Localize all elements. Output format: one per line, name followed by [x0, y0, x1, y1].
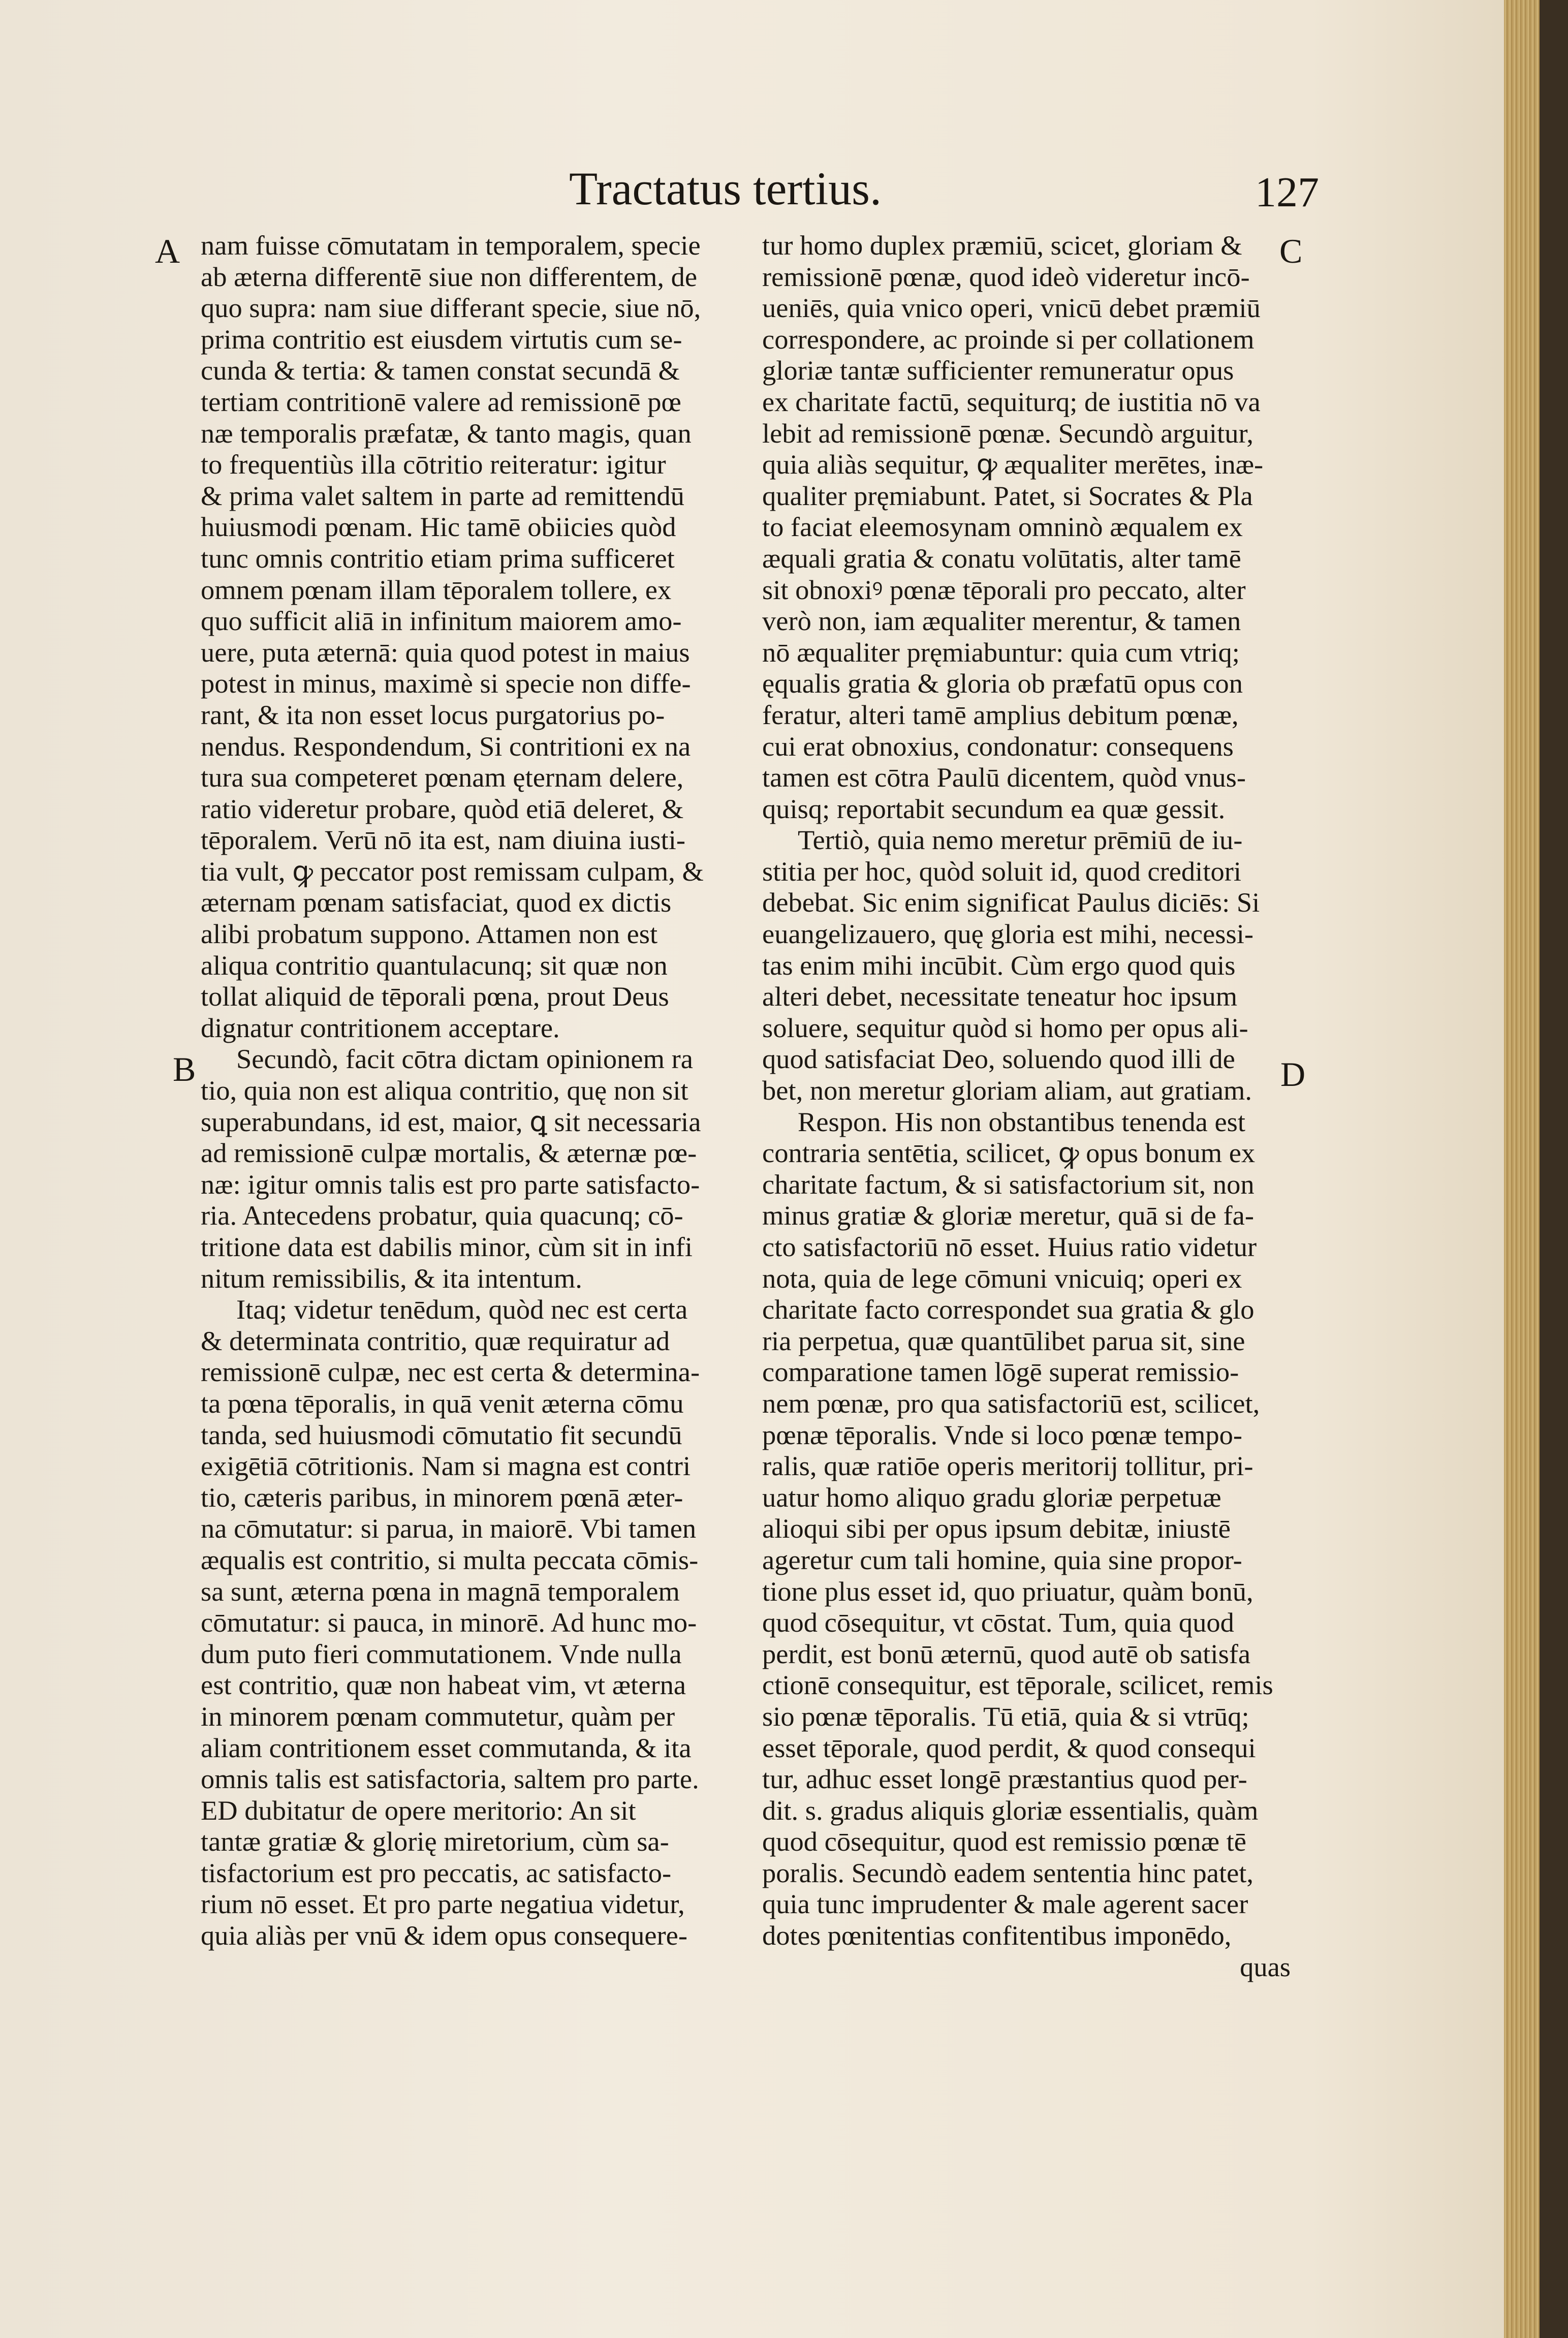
text-line: dotes pœnitentias confitentibus imponēdo, — [762, 1920, 1232, 1951]
text-line: tione plus esset id, quo priuatur, quàm bonū, — [762, 1575, 1253, 1607]
text-line: qualiter pręmiabunt. Patet, si Socrates & Pla — [762, 480, 1253, 511]
text-line: omnem pœnam illam tēporalem tollere, ex — [201, 574, 672, 605]
text-line: quas — [1240, 1951, 1291, 1982]
text-line: & determinata contritio, quæ requiratur ad — [201, 1325, 670, 1356]
text-line: cōmutatur: si pauca, in minorē. Ad hunc mo- — [201, 1607, 697, 1638]
text-line: contraria sentētia, scilicet, ꝙ opus bonum ex — [762, 1137, 1256, 1169]
text-line: tisfactorium est pro peccatis, ac satisfacto- — [201, 1857, 672, 1888]
text-line: charitate factum, & si satisfactorium sit, non — [762, 1168, 1255, 1200]
text-line: næ: igitur omnis talis est pro parte satisfacto- — [201, 1168, 700, 1200]
text-line: soluere, sequitur quòd si homo per opus ali- — [762, 1012, 1248, 1043]
text-line: uatur homo aliquo gradu gloriæ perpetuæ — [762, 1481, 1221, 1513]
text-line: in minorem pœnam commutetur, quàm per — [201, 1700, 675, 1732]
page-fore-edge — [1504, 0, 1540, 2338]
text-line: aliqua contritio quantulacunq; sit quæ non — [201, 949, 668, 981]
text-line: feratur, alteri tamē amplius debitum pœnæ, — [762, 699, 1239, 730]
folio-number: 127 — [1255, 169, 1319, 216]
text-line: quia aliàs sequitur, ꝙ æqualiter merētes, inæ- — [762, 449, 1264, 480]
text-line: ęqualis gratia & gloria ob præfatū opus con — [762, 668, 1243, 699]
text-line: huiusmodi pœnam. Hic tamē obiicies quòd — [201, 511, 676, 543]
text-line: tio, quia non est aliqua contritio, quę non sit — [201, 1075, 688, 1106]
text-line: comparatione tamen lōgē superat remissio- — [762, 1356, 1239, 1388]
running-title: Tractatus tertius. — [569, 163, 882, 214]
text-line: tura sua competeret pœnam ęternam delere, — [201, 762, 684, 793]
text-line: poralis. Secundò eadem sententia hinc patet, — [762, 1857, 1254, 1888]
text-line: æquali gratia & conatu volūtatis, alter tamē — [762, 542, 1241, 574]
text-line: ratio videretur probare, quòd etiā deleret, & — [201, 793, 684, 824]
text-line: perdit, est bonū æternū, quod autē ob satisfa — [762, 1638, 1251, 1669]
text-line: quo sufficit aliā in infinitum maiorem amo- — [201, 605, 682, 637]
text-line: ab æterna differentē siue non differentem, de — [201, 261, 698, 292]
text-line: ageretur cum tali homine, quia sine propor- — [762, 1544, 1242, 1575]
text-line: rium nō esset. Et pro parte negatiua videtur, — [201, 1888, 685, 1920]
text-line: cunda & tertia: & tamen constat secundā & — [201, 355, 680, 386]
text-line: quia aliàs per vnū & idem opus consequere- — [201, 1920, 688, 1951]
text-line: dum puto fieri commutationem. Vnde nulla — [201, 1638, 682, 1669]
text-line: verò non, iam æqualiter merentur, & tamen — [762, 605, 1241, 637]
text-line: omnis talis est satisfactoria, saltem pro parte. — [201, 1763, 699, 1795]
text-line: & prima valet saltem in parte ad remittendū — [201, 480, 684, 511]
text-line: esset tēporale, quod perdit, & quod consequi — [762, 1732, 1256, 1763]
text-line: tamen est cōtra Paulū dicentem, quòd vnus- — [762, 762, 1246, 793]
text-line: uere, puta æternā: quia quod potest in maius — [201, 636, 690, 668]
text-line: quod cōsequitur, vt cōstat. Tum, quia quod — [762, 1607, 1234, 1638]
text-line: tritione data est dabilis minor, cùm sit in infi — [201, 1231, 693, 1262]
text-line: Secundò, facit cōtra dictam opinionem ra — [236, 1043, 693, 1075]
text-line: cui erat obnoxius, condonatur: consequens — [762, 730, 1234, 762]
text-line: æqualis est contritio, si multa peccata cōmis- — [201, 1544, 699, 1575]
text-line: gloriæ tantæ sufficienter remuneratur opus — [762, 355, 1234, 386]
margin-letter-a: A — [155, 232, 180, 270]
margin-letter-b: B — [173, 1050, 196, 1088]
text-line: correspondere, ac proinde si per collationem — [762, 323, 1255, 355]
text-line: tanda, sed huiusmodi cōmutatio fit secundū — [201, 1419, 682, 1450]
text-line: tunc omnis contritio etiam prima sufficeret — [201, 542, 675, 574]
text-line: dignatur contritionem acceptare. — [201, 1012, 560, 1043]
text-line: ria. Antecedens probatur, quia quacunq; cō- — [201, 1200, 683, 1231]
text-line: æternam pœnam satisfaciat, quod ex dictis — [201, 887, 672, 918]
text-line: Respon. His non obstantibus tenenda est — [798, 1106, 1245, 1137]
text-line: remissionē culpæ, nec est certa & determina- — [201, 1356, 700, 1388]
text-line: quod cōsequitur, quod est remissio pœnæ tē — [762, 1826, 1246, 1857]
text-line: quod satisfaciat Deo, soluendo quod illi de — [762, 1043, 1235, 1075]
text-line: rant, & ita non esset locus purgatorius po- — [201, 699, 665, 730]
text-line: to frequentiùs illa cōtritio reiteratur: igitur — [201, 449, 666, 480]
text-line: sio pœnæ tēporalis. Tū etiā, quia & si vtrūq; — [762, 1700, 1249, 1732]
margin-letter-d: D — [1280, 1055, 1306, 1094]
text-line: exigētiā cōtritionis. Nam si magna est contri — [201, 1450, 691, 1482]
text-line: ED dubitatur de opere meritorio: An sit — [201, 1794, 636, 1826]
text-line: quia tunc imprudenter & male agerent sacer — [762, 1888, 1248, 1920]
text-line: tēporalem. Verū nō ita est, nam diuina iusti- — [201, 824, 686, 856]
text-line: Itaq; videtur tenēdum, quòd nec est certa — [236, 1294, 688, 1325]
text-line: ex charitate factū, sequiturq; de iustitia nō va — [762, 386, 1261, 417]
text-line: minus gratiæ & gloriæ meretur, quā si de fa- — [762, 1200, 1255, 1231]
text-line: bet, non meretur gloriam aliam, aut gratiam. — [762, 1075, 1252, 1106]
text-line: tollat aliquid de tēporali pœna, prout Deus — [201, 981, 669, 1012]
text-line: nem pœnæ, pro qua satisfactoriū est, scilicet, — [762, 1387, 1260, 1419]
text-line: ctionē consequitur, est tēporale, scilicet, remis — [762, 1669, 1273, 1701]
text-line: lebit ad remissionē pœnæ. Secundò arguitur, — [762, 417, 1254, 449]
text-line: charitate facto correspondet sua gratia & glo — [762, 1294, 1255, 1325]
text-line: ad remissionē culpæ mortalis, & æternæ pœ- — [201, 1137, 697, 1169]
text-line: pœnæ tēporalis. Vnde si loco pœnæ tempo- — [762, 1419, 1243, 1450]
text-line: ria perpetua, quæ quantūlibet parua sit, sine — [762, 1325, 1245, 1356]
right-text-column — [762, 230, 1291, 1982]
text-line: est contritio, quæ non habeat vim, vt æterna — [201, 1669, 686, 1701]
text-line: alibi probatum suppono. Attamen non est — [201, 918, 658, 950]
text-line: cto satisfactoriū nō esset. Huius ratio videtur — [762, 1231, 1257, 1262]
text-line: tio, cæteris paribus, in minorem pœnā æter- — [201, 1481, 683, 1513]
text-line: tur homo duplex præmiū, scicet, gloriam & — [762, 230, 1242, 261]
text-line: superabundans, id est, maior, ꝗ sit necessaria — [201, 1106, 701, 1137]
text-line: potest in minus, maximè si specie non diffe- — [201, 668, 691, 699]
text-line: næ temporalis præfatæ, & tanto magis, quan — [201, 417, 692, 449]
text-line: nō æqualiter pręmiabuntur: quia cum vtriq; — [762, 636, 1240, 668]
text-line: nam fuisse cōmutatam in temporalem, specie — [201, 230, 701, 261]
text-line: quo supra: nam siue differant specie, siue nō, — [201, 292, 701, 324]
text-line: tas enim mihi incūbit. Cùm ergo quod quis — [762, 949, 1236, 981]
text-line: tia vult, ꝙ peccator post remissam culpam, & — [201, 855, 704, 887]
text-line: dit. s. gradus aliquis gloriæ essentialis, quàm — [762, 1794, 1259, 1826]
text-line: tur, adhuc esset longē præstantius quod per- — [762, 1763, 1247, 1795]
text-line: nitum remissibilis, & ita intentum. — [201, 1262, 582, 1294]
text-line: sit obnoxiꝰ pœnæ tēporali pro peccato, alter — [762, 574, 1246, 605]
text-line: tertiam contritionē valere ad remissionē pœ — [201, 386, 681, 417]
margin-letter-c: C — [1279, 232, 1303, 270]
text-line: ta pœna tēporalis, in quā venit æterna cōmu — [201, 1387, 684, 1419]
text-line: prima contritio est eiusdem virtutis cum se- — [201, 323, 682, 355]
text-line: Tertiò, quia nemo meretur prēmiū de iu- — [798, 824, 1243, 856]
text-line: na cōmutatur: si parua, in maiorē. Vbi tamen — [201, 1513, 697, 1544]
text-line: sa sunt, æterna pœna in magnā temporalem — [201, 1575, 680, 1607]
text-line: tantæ gratiæ & glorię miretorium, cùm sa- — [201, 1826, 669, 1857]
text-line: aliam contritionem esset commutanda, & ita — [201, 1732, 692, 1763]
text-line: alioqui sibi per opus ipsum debitæ, iniustē — [762, 1513, 1231, 1544]
text-line: quisq; reportabit secundum ea quæ gessit. — [762, 793, 1226, 824]
text-line: ralis, quæ ratiōe operis meritorij tollitur, pri- — [762, 1450, 1253, 1482]
text-line: ueniēs, quia vnico operi, vnicū debet præmiū — [762, 292, 1261, 324]
text-line: nota, quia de lege cōmuni vnicuiq; operi ex — [762, 1262, 1242, 1294]
text-line: euangelizauero, quę gloria est mihi, necessi- — [762, 918, 1254, 950]
text-line: stitia per hoc, quòd soluit id, quod creditori — [762, 855, 1241, 887]
text-line: to faciat eleemosynam omninò æqualem ex — [762, 511, 1243, 543]
text-line: debebat. Sic enim significat Paulus diciēs: Si — [762, 887, 1260, 918]
text-line: remissionē pœnæ, quod ideò videretur incō- — [762, 261, 1250, 292]
text-line: alteri debet, necessitate teneatur hoc ipsum — [762, 981, 1238, 1012]
left-text-column — [201, 230, 729, 1951]
text-line: nendus. Respondendum, Si contritioni ex na — [201, 730, 691, 762]
